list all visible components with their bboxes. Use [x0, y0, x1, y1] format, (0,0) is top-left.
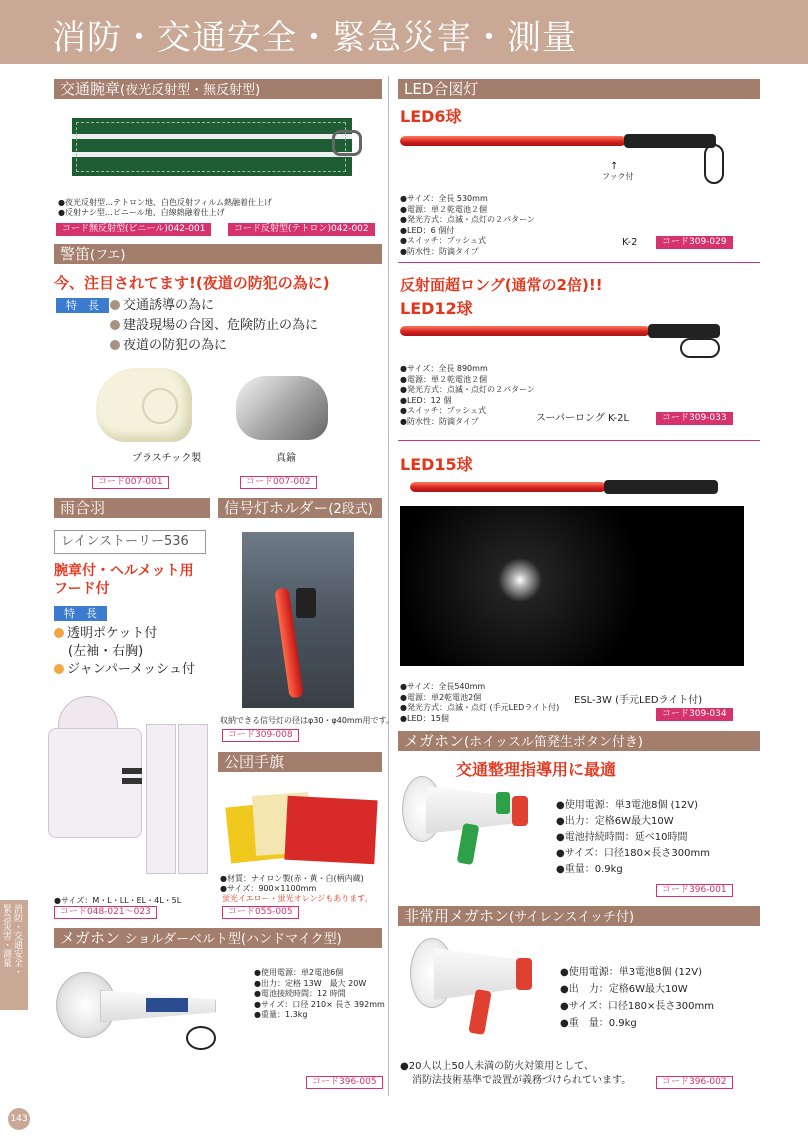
megaphone-sh-subtitle: ショルダーベルト型(ハンドマイク型): [124, 932, 342, 947]
led15-model: ESL-3W (手元LEDライト付): [574, 695, 703, 706]
flag-image: [228, 790, 378, 868]
armband-code-2: コード反射型(テトロン)042-002: [228, 223, 375, 236]
led6-name: LED6球: [400, 107, 462, 126]
raincoat-headline-1: 腕章付・ヘルメット用: [54, 563, 194, 579]
megaphone-wh-code: コード396-001: [656, 884, 733, 897]
flag-spec-2: ●サイズ：900×1100mm: [220, 884, 317, 893]
megaphone-si-note-1: ●20人以上50人未満の防火対策用として、: [400, 1061, 594, 1072]
megaphone-sh-spec-2: ●出力：定格 13W 最大 20W: [254, 978, 367, 988]
section-led: [398, 79, 760, 99]
led12-handle: [648, 324, 720, 338]
armband-spec-2: ●反射ナシ型…ビニール地、白線熱融着仕上げ: [58, 208, 225, 217]
megaphone-wh-headline: 交通整理指導用に最適: [456, 760, 617, 779]
megaphone-sh-specs: [254, 968, 385, 1021]
led12-spec-1: ●サイズ：全長 890mm: [400, 364, 488, 373]
armband-subtitle: (夜光反射型・無反射型): [120, 83, 261, 98]
led6-handle: [624, 134, 716, 148]
section-megaphone-siren: [398, 906, 760, 926]
led12-model: スーパーロング K-2L: [536, 413, 630, 424]
whistle-subtitle: (フエ): [90, 248, 126, 263]
led12-spec-6: ●防水性：防滴タイプ: [400, 416, 479, 426]
megaphone-wh-title: メガホン: [404, 732, 465, 750]
page-number: 143: [8, 1108, 30, 1130]
led6-spec-4: ●LED：6 個付: [400, 225, 455, 235]
holder-title: 信号灯ホルダー: [224, 499, 329, 517]
holder-note: 収納できる信号灯の径はφ30・φ40mm用です。: [220, 716, 394, 725]
led6-spec-5: ●スイッチ：プッシュ式: [400, 236, 486, 245]
flag-title: 公団手旗: [224, 753, 285, 771]
raincoat-headline-2: フード付: [54, 581, 110, 597]
led12-divider: [398, 262, 760, 263]
whistle-feature-2: 建設現場の合図、危険防止の為に: [110, 316, 318, 335]
section-armband: [54, 79, 382, 99]
whistle-label-brass: 真鍮: [276, 453, 296, 464]
led12-spec-2: ●電源：単２乾電池２個: [400, 374, 487, 384]
led15-specs: [400, 682, 559, 724]
led6-spec-1: ●サイズ：全長 530mm: [400, 194, 488, 203]
led15-spec-1: ●サイズ：全長540mm: [400, 682, 486, 691]
led15-code: コード309-034: [656, 708, 733, 721]
plastic-whistle-image: [96, 368, 192, 442]
led6-baton: [400, 136, 626, 146]
megaphone-si-spec-1: ●使用電源：単3電池8個 (12V): [560, 967, 702, 978]
whistle-feature-1: 交通誘導の為に: [110, 296, 214, 315]
section-megaphone-shoulder: [54, 928, 382, 948]
led12-spec-5: ●スイッチ：プッシュ式: [400, 406, 486, 415]
whistle-code-2: コード007-002: [240, 476, 317, 489]
led6-specs: [400, 194, 535, 257]
megaphone-siren-image: [400, 932, 550, 1042]
armband-title: 交通腕章: [60, 80, 121, 98]
led12-strap: [680, 338, 720, 358]
section-flag: [218, 752, 382, 772]
brass-whistle-image: [236, 376, 328, 440]
armband-clip: [332, 130, 362, 156]
whistle-tokucho: 特 長: [56, 298, 109, 313]
megaphone-si-spec-2: ●出 力：定格6W最大10W: [560, 984, 688, 995]
armband-spec-1: ●夜光反射型…テトロン地、白色反射フィルム熱融着仕上げ: [58, 198, 273, 207]
section-megaphone-whistle: [398, 731, 760, 751]
raincoat-feature-1b: (左袖・右胸): [68, 644, 144, 659]
led6-spec-6: ●防水性：防滴タイプ: [400, 246, 479, 256]
megaphone-si-subtitle: (サイレンスイッチ付): [509, 910, 635, 925]
armband-code-1: コード無反射型(ビニール)042-001: [56, 223, 211, 236]
megaphone-si-note-2: 消防法技術基準で設置が義務づけられています。: [412, 1075, 632, 1086]
megaphone-si-code: コード396-002: [656, 1076, 733, 1089]
raincoat-feature-2: ジャンパーメッシュ付: [54, 660, 195, 679]
megaphone-si-specs: [560, 964, 714, 1032]
megaphone-si-spec-4: ●重 量：0.9kg: [560, 1018, 637, 1029]
flag-spec-1: ●材質：ナイロン製(赤・黄・白(柄内蔵): [220, 874, 364, 883]
led6-hook: フック付: [602, 172, 634, 181]
megaphone-wh-spec-3: ●電池持続時間：延べ10時間: [556, 832, 688, 843]
led15-name: LED15球: [400, 455, 473, 474]
flag-code: コード055-005: [222, 906, 299, 919]
side-category-tab: 消防・交通安全・ 緊急災害・測量: [0, 900, 28, 1010]
led6-spec-2: ●電源：単２乾電池２個: [400, 204, 487, 214]
section-whistle: [54, 244, 382, 264]
megaphone-si-spec-3: ●サイズ：口径180×長さ300mm: [560, 1001, 714, 1012]
led12-spec-3: ●発光方式：点滅・点灯の２パターン: [400, 385, 535, 394]
megaphone-sh-code: コード396-005: [306, 1076, 383, 1089]
holder-code: コード309-008: [222, 729, 299, 742]
led15-spec-2: ●電源：単2乾電池2個: [400, 692, 482, 702]
led6-hook-arrow: ↑: [610, 161, 619, 172]
raincoat-product: レインストーリー536: [54, 530, 206, 554]
led6-spec-3: ●発光方式：点滅・点灯の２パターン: [400, 215, 535, 224]
led6-code: コード309-029: [656, 236, 733, 249]
page-header: [0, 0, 808, 64]
raincoat-image: [42, 690, 210, 886]
whistle-label-plastic: プラスチック製: [132, 453, 202, 464]
led15-spec-3: ●発光方式：点滅・点灯 (手元LEDライト付): [400, 703, 560, 712]
megaphone-wh-subtitle: (ホイッスル笛発生ボタン付き): [464, 735, 643, 750]
armband-image: [72, 118, 352, 176]
section-raincoat: [54, 498, 210, 518]
whistle-headline: 今、注目されてます!(夜道の防犯の為に): [54, 274, 330, 292]
holder-subtitle: (2段式): [328, 502, 373, 517]
led6-strap: [704, 144, 724, 184]
led15-night-image: [400, 506, 744, 666]
led15-divider: [398, 440, 760, 441]
led15-spec-4: ●LED：15個: [400, 713, 449, 723]
flag-note: 蛍光イエロー・蛍光オレンジもあります。: [222, 894, 373, 903]
column-divider: [388, 76, 389, 1096]
led-title: LED合図灯: [404, 80, 479, 98]
megaphone-wh-spec-5: ●重量：0.9kg: [556, 864, 623, 875]
led15-handle: [604, 480, 718, 494]
megaphone-sh-spec-1: ●使用電源：単2電池6個: [254, 968, 344, 977]
page-title: 消防・交通安全・緊急災害・測量: [52, 18, 577, 58]
whistle-title: 警笛: [60, 245, 91, 263]
led12-name: LED12球: [400, 299, 473, 318]
megaphone-si-title: 非常用メガホン: [404, 907, 510, 925]
megaphone-sh-spec-3: ●電池接続時間：12 時間: [254, 989, 346, 998]
raincoat-feature-1: 透明ポケット付: [54, 624, 157, 643]
whistle-code-1: コード007-001: [92, 476, 169, 489]
raincoat-title: 雨合羽: [60, 499, 106, 517]
holder-image: [242, 532, 354, 708]
led12-spec-4: ●LED：12 個: [400, 395, 452, 405]
led6-model: K-2: [622, 237, 638, 248]
raincoat-sizes: ●サイズ：M・L・LL・EL・4L・5L: [54, 896, 182, 905]
led12-baton: [400, 326, 650, 336]
led12-specs: [400, 364, 535, 427]
megaphone-sh-spec-4: ●サイズ：口径 210× 長さ 392mm: [254, 999, 385, 1009]
section-holder: [218, 498, 382, 518]
whistle-feature-3: 夜道の防犯の為に: [110, 336, 227, 355]
megaphone-wh-spec-2: ●出力：定格6W最大10W: [556, 816, 674, 827]
led12-code: コード309-033: [656, 412, 733, 425]
megaphone-wh-spec-1: ●使用電源：単3電池8個 (12V): [556, 800, 698, 811]
megaphone-shoulder-image: [56, 966, 236, 1066]
megaphone-whistle-image: [400, 776, 550, 876]
megaphone-sh-title: メガホン: [60, 929, 121, 947]
megaphone-wh-specs: [556, 798, 710, 878]
led15-baton: [410, 482, 606, 492]
megaphone-wh-spec-4: ●サイズ：口径180×長さ300mm: [556, 848, 710, 859]
led12-headline: 反射面超ロング(通常の2倍)!!: [400, 276, 603, 294]
raincoat-tokucho: 特 長: [54, 606, 107, 621]
raincoat-code: コード048-021〜023: [54, 906, 157, 919]
megaphone-sh-spec-5: ●重量：1.3kg: [254, 1010, 308, 1019]
